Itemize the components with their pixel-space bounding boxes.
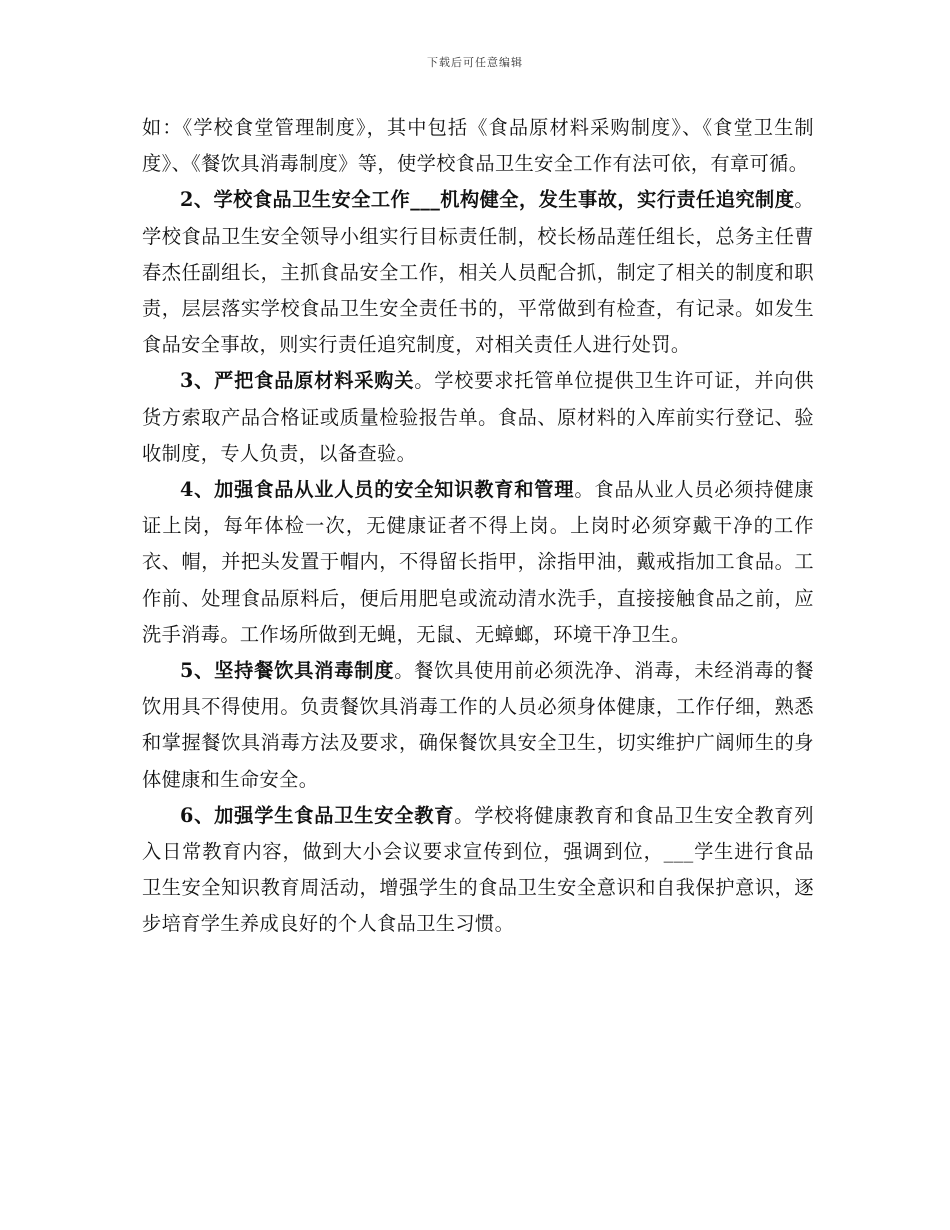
paragraph-body: 。食品从业人员必须持健康证上岗，每年体检一次，无健康证者不得上岗。上岗时必须穿戴干净的工作衣、帽，并把头发置于帽内，不得留长指甲，涂指甲油，戴戒指加工食品。工作前、处理食品原料后，便后用肥皂或流动清水洗手，直接接触食品之前，应洗手消毒。工作场所做到无蝇，无鼠、无蟑螂，环境干净卫生。 [142,478,814,646]
paragraph-heading: 6、加强学生食品卫生安全教育 [180,803,455,827]
paragraph-item-3 [142,363,814,472]
paragraph-body: 。学校要求托管单位提供卫生许可证，并向供货方索取产品合格证或质量检验报告单。食品、原材料的入库前实行登记、验收制度，专人负责，以备查验。 [142,369,815,465]
paragraph-heading: 4、加强食品从业人员的安全知识教育和管理 [180,478,575,502]
document-body [142,110,814,943]
paragraph-heading: 2、学校食品卫生安全工作___机构健全，发生事故，实行责任追究制度 [180,188,795,212]
paragraph-item-4 [142,472,814,653]
paragraph-body: 。学校将健康教育和食品卫生安全教育列入日常教育内容，做到大小会议要求宣传到位，强调到位，___学生进行食品卫生安全知识教育周活动，增强学生的食品卫生安全意识和自我保护意识，逐步培育学生养成良好的个人食品卫生习惯。 [142,803,815,936]
paragraph-heading: 5、坚持餐饮具消毒制度 [180,659,395,683]
paragraph-body: 。餐饮具使用前必须洗净、消毒，未经消毒的餐饮用具不得使用。负责餐饮具消毒工作的人员必须身体健康，工作仔细，熟悉和掌握餐饮具消毒方法及要求，确保餐饮具安全卫生，切实维护广阔师生的身体健康和生命安全。 [142,659,814,791]
paragraph-item-2 [142,182,814,363]
paragraph-item-6 [142,798,814,943]
paragraph-body: 如：《学校食堂管理制度》，其中包括《食品原材料采购制度》、《食堂卫生制度》、《餐饮具消毒制度》等，使学校食品卫生安全工作有法可依，有章可循。 [142,116,814,176]
paragraph-body: 。学校食品卫生安全领导小组实行目标责任制，校长杨品莲任组长，总务主任曹春杰任副组长，主抓食品安全工作，相关人员配合抓，制定了相关的制度和职责，层层落实学校食品卫生安全责任书的，平常做到有检查，有记录。如发生食品安全事故，则实行责任追究制度，对相关责任人进行处罚。 [142,188,814,357]
paragraph-heading: 3、严把食品原材料采购关 [180,369,415,393]
page-header: 下载后可任意编辑 [427,56,523,69]
paragraph-intro [142,110,814,182]
paragraph-item-5 [142,653,814,798]
